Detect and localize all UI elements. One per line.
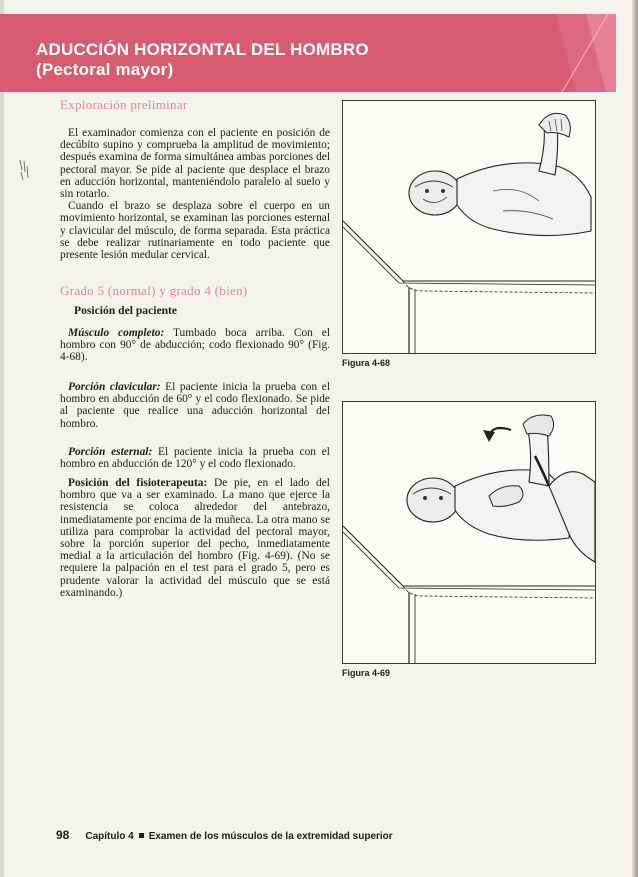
figure-4-68-illustration (343, 101, 595, 353)
patient-position-heading: Posición del paciente (74, 304, 178, 317)
grade-heading: Grado 5 (normal) y grado 4 (bien) (60, 283, 248, 298)
margin-marks (18, 158, 32, 182)
header-decoration (516, 14, 616, 92)
clavicular-lead: Porción clavicular: (68, 381, 161, 393)
figure-4-69-caption: Figura 4-69 (342, 668, 391, 678)
whole-muscle-lead: Músculo completo: (68, 327, 165, 339)
page-footer (56, 828, 393, 842)
page-title-line2: (Pectoral mayor) (36, 60, 174, 79)
footer-bullet-icon (139, 833, 144, 838)
sternal-paragraph (60, 446, 330, 470)
preliminary-heading: Exploración preliminar (60, 97, 188, 112)
figure-4-68 (342, 100, 596, 354)
chapter-title: Examen de los músculos de la extremidad superior (148, 831, 393, 842)
page-left-edge (0, 0, 4, 877)
preliminary-paragraph-2: Cuando el brazo se desplaza sobre el cuerpo en un movimiento horizontal, se examinan las porciones esternal y clavicular del músculo, de forma separada. Esta práctica se debe realizar rutinariamente en todo paciente que presente lesión medular cervical. (60, 200, 330, 262)
header-band (0, 14, 616, 92)
figure-4-68-caption: Figura 4-68 (342, 358, 391, 368)
page-number: 98 (56, 828, 70, 842)
therapist-lead: Posición del fisioterapeuta: (68, 477, 208, 489)
page-title-line1: ADUCCIÓN HORIZONTAL DEL HOMBRO (36, 40, 369, 59)
therapist-text: De pie, en el lado del hombro que va a ser examinado. La mano que ejerce la resistencia se coloca alrededor del antebrazo, inmediatamente por encima de la muñeca. La otra mano se utiliza para comprobar la actividad del pectoral mayor, sobre la porción superior del pecho, inmediatamente medial a la articulación del hombro (Fig. 4-69). (No se requiere la palpación en el test para el grado 5, pero es prudente valorar la actividad del músculo que se está examinando.) (60, 477, 330, 599)
preliminary-text (60, 127, 330, 261)
page-right-edge (632, 0, 638, 877)
page-title (36, 40, 369, 80)
whole-muscle-text: Tumbado boca arriba. Con el hombro con 90° de abducción; codo flexionado 90° (Fig. 4-68). (60, 327, 330, 364)
figure-4-69-illustration (343, 402, 595, 663)
figure-4-69 (342, 401, 596, 664)
sternal-text: El paciente inicia la prueba con el hombro en abducción de 120° y el codo flexionado. (60, 446, 330, 471)
preliminary-paragraph-1: El examinador comienza con el paciente en posición de decúbito supino y comprueba la amplitud de movimiento; después examina de forma simultánea ambas porciones del pectoral mayor. Se pide al paciente que desplace el brazo en aducción horizontal, manteniéndolo paralelo al suelo y sin rotarlo. (60, 127, 330, 201)
therapist-paragraph (60, 477, 330, 599)
clavicular-text: El paciente inicia la prueba con el hombro en abducción de 60° y el codo flexionado. Se pide al paciente que realice una aducción horizontal del hombro. (60, 381, 330, 430)
sternal-lead: Porción esternal: (68, 446, 153, 458)
chapter-label: Capítulo 4 (85, 831, 134, 842)
whole-muscle-paragraph (60, 327, 330, 364)
clavicular-paragraph (60, 381, 330, 430)
